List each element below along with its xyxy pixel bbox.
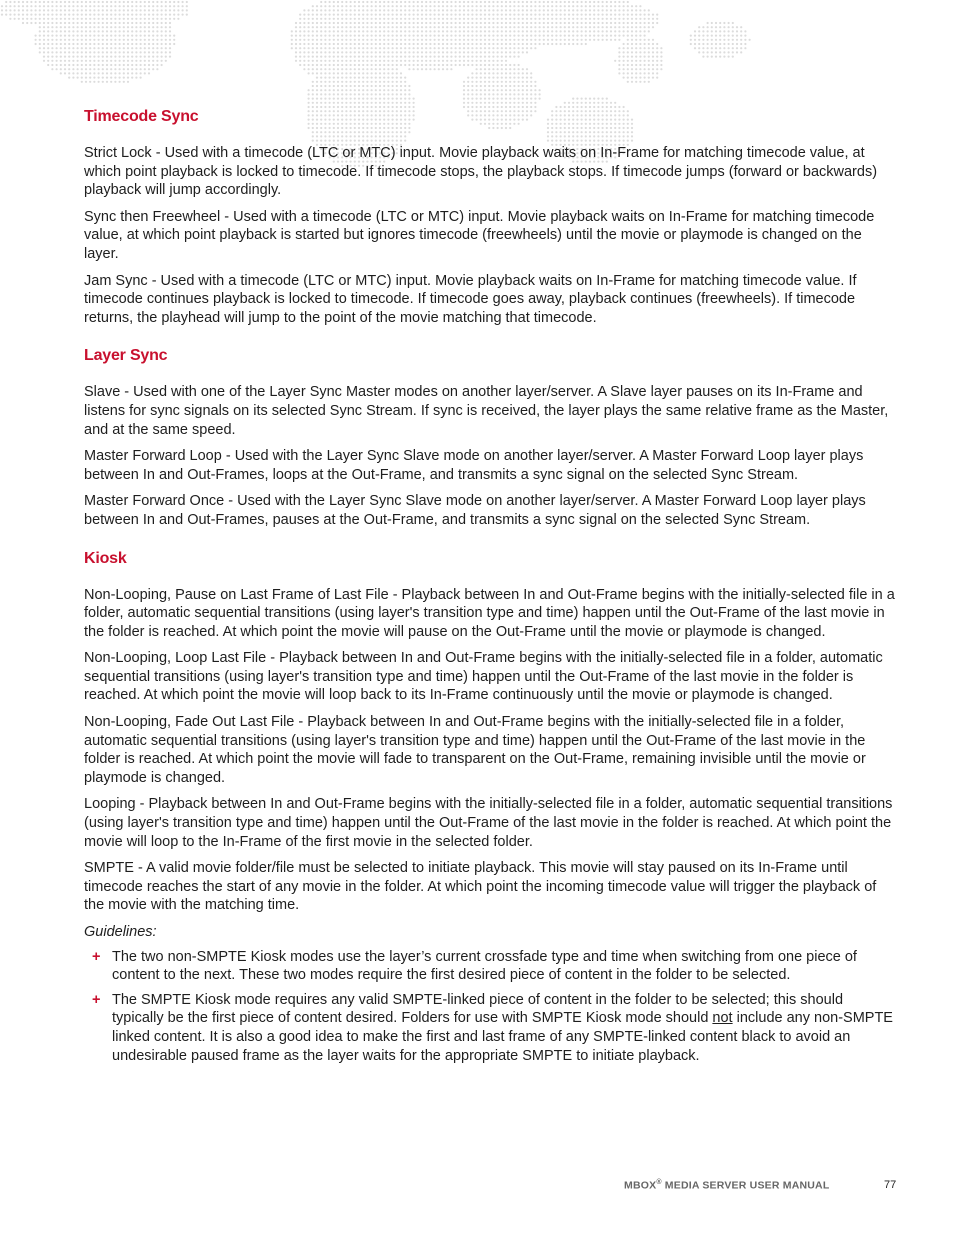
section-heading-timecode-sync: Timecode Sync bbox=[84, 108, 199, 125]
entry-term: Non-Looping, Pause on Last Frame of Last File bbox=[84, 586, 389, 603]
guideline-emphasis-underlined: not bbox=[712, 1010, 733, 1027]
entry-non-looping-loop-last bbox=[84, 649, 898, 705]
entry-term: Non-Looping, Fade Out Last File bbox=[84, 714, 295, 731]
entry-description: - Used with the Layer Sync Slave mode on another layer/server. A Master Forward Loop layer plays between In and Out-Frames, loops at the Out-Frame, and transmits a sync signal on the selected Sync Stream. bbox=[84, 448, 864, 483]
entry-description: - Playback between In and Out-Frame begins with the initially-selected file in a folder, automatic sequential transitions (using layer's transition type and time) happen until the Out-Frame of the last movie in the folder is reached. At which point the movie will pause on the Out-Frame until the movie or playmode is changed. bbox=[84, 586, 895, 640]
entry-slave bbox=[84, 383, 898, 439]
guidelines-list bbox=[84, 948, 898, 1066]
guideline-item bbox=[84, 948, 898, 985]
entry-description: - Used with one of the Layer Sync Master modes on another layer/server. A Slave layer pauses on its In-Frame and listens for sync signals on its selected Sync Stream. If sync is received, the layer plays the same relative frame as the Master, and at the same speed. bbox=[84, 384, 889, 438]
footer-manual-title bbox=[624, 1179, 829, 1192]
entry-description: - A valid movie folder/file must be selected to initiate playback. This movie will stay paused on its In-Frame until timecode reaches the start of any movie in the folder. At which point the incoming timecode value will trigger the playback of the movie with the matching time. bbox=[84, 860, 877, 914]
entry-term: Sync then Freewheel bbox=[84, 208, 221, 225]
entry-description: - Playback between In and Out-Frame begins with the initially-selected file in a folder, automatic sequential transitions (using layer's transition type and time) happen until the Out-Frame of the last movie in the folder is reached. At which point the movie will loop to the In-Frame of the first movie in the selected folder. bbox=[84, 796, 893, 850]
entry-description: - Used with a timecode (LTC or MTC) input. Movie playback waits on In-Frame for matching timecode value, at which point playback is locked to timecode. If timecode stops, the playback stops. If timecode jumps (forward or backwards) playback will jump accordingly. bbox=[84, 145, 878, 199]
section-heading-layer-sync: Layer Sync bbox=[84, 347, 168, 365]
entry-smpte bbox=[84, 859, 898, 915]
entry-term: Strict Lock bbox=[84, 145, 152, 161]
entry-strict-lock bbox=[84, 144, 898, 200]
page-content bbox=[84, 108, 898, 1071]
entry-term: Looping bbox=[84, 796, 136, 813]
footer-brand: MBOX bbox=[624, 1179, 657, 1192]
entry-non-looping-fade-out bbox=[84, 713, 898, 787]
entry-jam-sync bbox=[84, 272, 898, 328]
entry-description: - Playback between In and Out-Frame begins with the initially-selected file in a folder, automatic sequential transitions (using layer's transition type and time) happen until the Out-Frame of the last movie in the folder is reached. At which point the movie will fade to transparent on the Out-Frame, remaining invisible until the movie or playmode is changed. bbox=[84, 714, 866, 786]
footer-title-rest: MEDIA SERVER USER MANUAL bbox=[661, 1179, 830, 1192]
entry-description: - Used with the Layer Sync Slave mode on another layer/server. A Master Forward Loop layer plays between In and Out-Frames, pauses at the Out-Frame, and transmits a sync signal on the selected Sync Stream. bbox=[84, 493, 866, 528]
entry-term: Non-Looping, Loop Last File bbox=[84, 650, 267, 667]
entry-term: Master Forward Loop bbox=[84, 448, 222, 465]
guideline-text-part: include any non-SMPTE linked content. It is also a good idea to make the first and last frame of any SMPTE-linked content black to avoid an undesirable paused frame as the layer waits for the appropriate SMPTE to initiate playback. bbox=[112, 1010, 893, 1064]
entry-description: - Used with a timecode (LTC or MTC) input. Movie playback waits on In-Frame for matching timecode value. If timecode continues playback is locked to timecode. If timecode goes away, playback continues (freewheels). If timecode returns, the playhead will jump to the point of the movie matching that timecode. bbox=[84, 272, 857, 326]
page-number: 77 bbox=[884, 1179, 897, 1191]
entry-master-forward-once bbox=[84, 492, 898, 529]
entry-term: Jam Sync bbox=[84, 272, 148, 289]
guidelines-label: Guidelines: bbox=[84, 924, 157, 940]
entry-term: SMPTE bbox=[84, 860, 134, 877]
entry-looping bbox=[84, 795, 898, 851]
entry-master-forward-loop bbox=[84, 447, 898, 484]
plus-bullet-icon: + bbox=[92, 948, 101, 965]
entry-description: - Used with a timecode (LTC or MTC) input. Movie playback waits on In-Frame for matching timecode value, at which point playback is started but ignores timecode (freewheels) until the movie or playmode is changed on the layer. bbox=[84, 208, 875, 262]
entry-description: - Playback between In and Out-Frame begins with the initially-selected file in a folder, automatic sequential transitions (using layer's transition type and time) happen until the Out-Frame of the last movie in the folder is reached. At which point the movie will loop back to its In-Frame continuously until the movie or playmode is changed. bbox=[84, 650, 883, 704]
entry-non-looping-pause bbox=[84, 586, 898, 642]
registered-mark: ® bbox=[656, 1179, 662, 1186]
entry-term: Master Forward Once bbox=[84, 493, 225, 510]
guideline-text: The two non-SMPTE Kiosk modes use the layer’s current crossfade type and time when switching from one piece of content to the next. These two modes require the first desired piece of content in the folder to be selected. bbox=[112, 948, 857, 984]
entry-term: Slave bbox=[84, 384, 121, 401]
section-heading-kiosk: Kiosk bbox=[84, 549, 127, 567]
guideline-item bbox=[84, 991, 898, 1065]
guideline-text-part: The SMPTE Kiosk mode requires any valid SMPTE-linked piece of content in the folder to be selected; this should typically be the first piece of content desired. Folders for use with SMPTE Kiosk mode should bbox=[112, 991, 844, 1027]
plus-bullet-icon: + bbox=[92, 991, 101, 1008]
entry-sync-then-freewheel bbox=[84, 208, 898, 264]
